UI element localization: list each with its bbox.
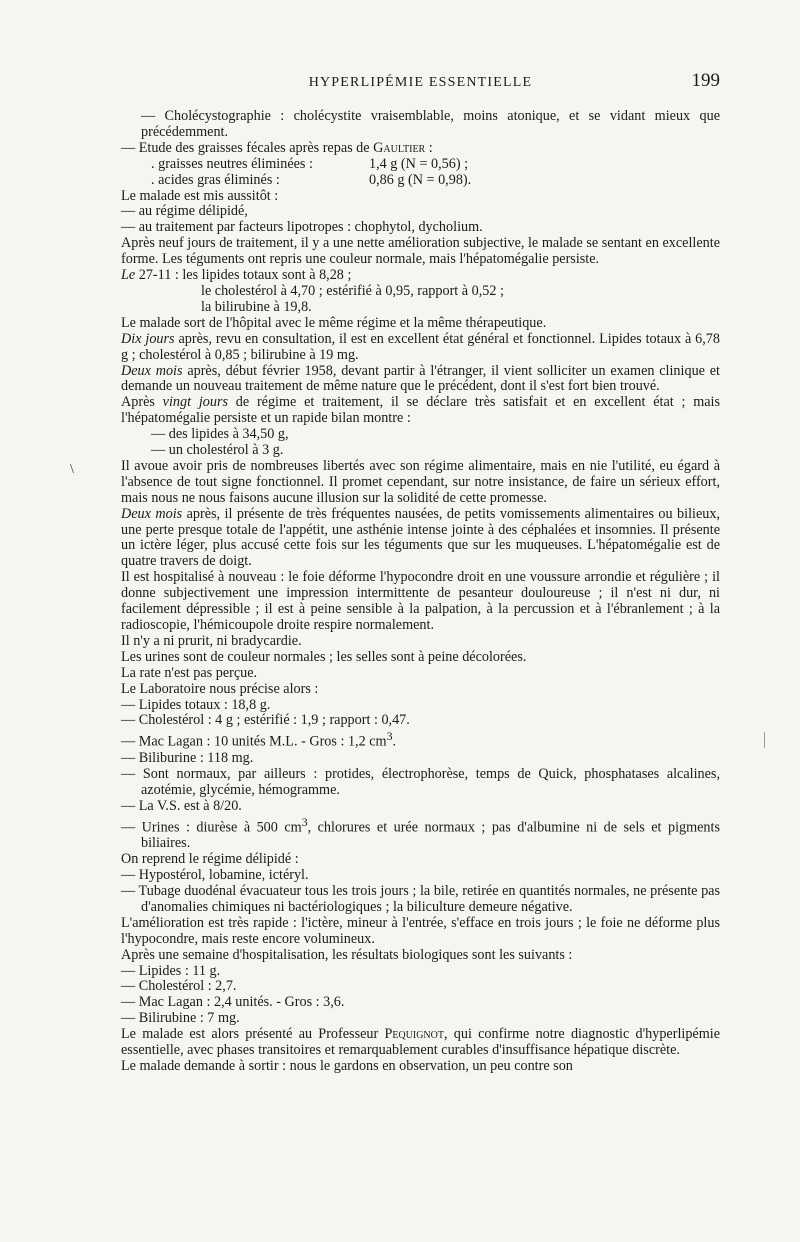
paragraph: Deux mois après, début février 1958, devant partir à l'étranger, il vient solliciter un examen clinique et demande un nouveau traitement de même nature que le précédent, dont il s'est fort bien trouvé.	[121, 362, 720, 395]
list-item: — Biliburine : 118 mg.	[121, 749, 254, 766]
paragraph: Après une semaine d'hospitalisation, les résultats biologiques sont les suivants :	[121, 946, 573, 963]
margin-mark: \	[70, 462, 74, 477]
list-item: — Tubage duodénal évacuateur tous les trois jours ; la bile, retirée en quantités normales, ne présente pas d'anomalies chimiques ni bactériologiques ; la biliculture demeure négative.	[121, 882, 720, 915]
list-item: — Bilirubine : 7 mg.	[121, 1010, 240, 1027]
body-text	[121, 109, 720, 1075]
list-item: — Cholestérol : 4 g ; estérifié : 1,9 ; rapport : 0,47.	[121, 712, 410, 729]
paragraph: Le malade demande à sortir : nous le gardons en observation, un peu contre son	[121, 1057, 573, 1074]
running-title: HYPERLIPÉMIE ESSENTIELLE	[308, 75, 533, 90]
paragraph: On reprend le régime délipidé :	[121, 851, 299, 868]
list-item: — Sont normaux, par ailleurs : protides, électrophorèse, temps de Quick, phosphatases alcalines, azotémie, glycémie, hémogramme.	[121, 765, 720, 798]
result-row: . acides gras éliminés : 0,86 g (N = 0,98).	[151, 171, 472, 188]
result-line: la bilirubine à 19,8.	[201, 298, 312, 315]
result-line: le cholestérol à 4,70 ; estérifié à 0,95, rapport à 0,52 ;	[201, 282, 504, 299]
list-item: — Urines : diurèse à 500 $cm^3$, chlorures et urée normaux ; pas d'albumine ni de sels et pigments biliaires.	[121, 814, 720, 852]
list-item: — Lipides : 11 g.	[121, 962, 221, 979]
result-row: . graisses neutres éliminées : 1,4 g (N = 0,56) ;	[151, 155, 469, 172]
paragraph: — Etude des graisses fécales après repas de Gaultier :	[121, 139, 433, 156]
page-header	[121, 70, 720, 96]
paragraph: Il est hospitalisé à nouveau : le foie déforme l'hypocondre droit en une voussure arrondie et régulière ; il donne subjectivement une impression intermittente de pesanteur douloureuse ; il n'est ni dur, ni facilement dépressible ; il est à peine sensible à la palpation, à la percussion et à l'ébranlement ; à la radioscopie, l'hémicoupole droite respire normalement.	[121, 569, 720, 633]
list-item: — au traitement par facteurs lipotropes : chophytol, dycholium.	[121, 219, 483, 236]
author-name: Pequignot	[384, 1026, 444, 1043]
paragraph: Les urines sont de couleur normales ; les selles sont à peine décolorées.	[121, 648, 527, 665]
paragraph: Le malade est mis aussitôt :	[121, 187, 279, 204]
paragraph: Il n'y a ni prurit, ni bradycardie.	[121, 632, 302, 649]
paragraph: Après vingt jours de régime et traitement, il se déclare très satisfait et en excellent état ; mais l'hépatomégalie persiste et un rapide bilan montre :	[121, 394, 721, 427]
list-item: — un cholestérol à 3 g.	[151, 442, 284, 459]
list-item: — Cholestérol : 2,7.	[121, 978, 237, 995]
paragraph: Le malade est alors présenté au Professeur Pequignot, qui confirme notre diagnostic d'hyperlipémie essentielle, avec phases transitoires et remarquablement curables d'insuffisance hépatique discrète.	[121, 1026, 720, 1059]
list-item: — Lipides totaux : 18,8 g.	[121, 696, 271, 713]
paragraph: Après neuf jours de traitement, il y a une nette amélioration subjective, le malade se sentant en excellente forme. Les téguments ont repris une couleur normale, mais l'hépatomégalie persiste.	[121, 235, 720, 268]
author-name: Gaultier	[373, 139, 426, 156]
list-item: — des lipides à 34,50 g,	[151, 426, 289, 443]
list-item: — au régime délipidé,	[121, 203, 248, 220]
paragraph: Le malade sort de l'hôpital avec le même régime et la même thérapeutique.	[121, 314, 547, 331]
paragraph: La rate n'est pas perçue.	[121, 664, 258, 681]
edge-mark	[764, 732, 765, 748]
paragraph: Le 27-11 : les lipides totaux sont à 8,28 ;	[121, 267, 352, 284]
paragraph: Deux mois après, il présente de très fréquentes nausées, de petits vomissements alimentaires ou bilieux, une perte presque totale de l'appétit, une asthénie intense jointe à des céphalées et insomnies. Il présente un ictère léger, plus accusé cette fois sur les téguments que sur les muqueuses. L'hépatomégalie est de quatre travers de doigt.	[121, 505, 720, 570]
list-item: — Mac Lagan : 10 unités M.L. - Gros : 1,2 $cm^3$.	[121, 729, 397, 751]
paragraph: L'amélioration est très rapide : l'ictère, mineur à l'entrée, s'efface en trois jours ; le foie ne déforme plus l'hypocondre, mais reste encore volumineux.	[121, 914, 720, 947]
paragraph: Il avoue avoir pris de nombreuses libertés avec son régime alimentaire, mais en nie l'utilité, eu égard à l'absence de tout signe fonctionnel. Il promet cependant, sur notre insistance, de faire un sérieux effort, mais nous ne nous faisons aucune illusion sur la solidité de cette promesse.	[121, 457, 720, 506]
paragraph: — Cholécystographie : cholécystite vraisemblable, moins atonique, et se vidant mieux que précédemment.	[141, 108, 720, 140]
list-item: — Mac Lagan : 2,4 unités. - Gros : 3,6.	[121, 994, 345, 1011]
page-number: 199	[691, 70, 720, 91]
list-item: — La V.S. est à 8/20.	[121, 797, 242, 814]
paragraph: Dix jours après, revu en consultation, il est en excellent état général et fonctionnel. Lipides totaux à 6,78 g ; cholestérol à 0,85 ; bilirubine à 19 mg.	[121, 330, 720, 363]
list-item: — Hypostérol, lobamine, ictéryl.	[121, 867, 309, 884]
paragraph: Le Laboratoire nous précise alors :	[121, 680, 319, 697]
